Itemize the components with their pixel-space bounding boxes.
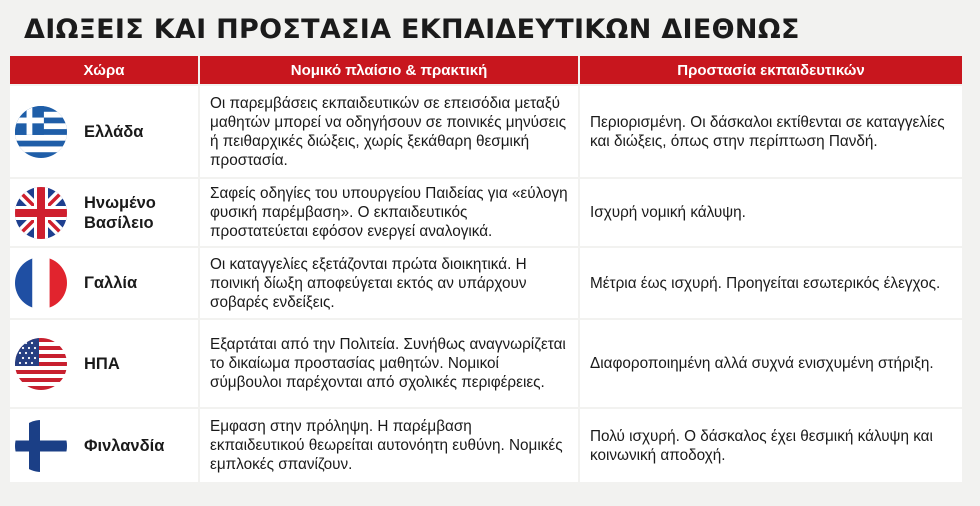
protection-cell: Περιορισμένη. Οι δάσκαλοι εκτίθενται σε καταγγελίες και διώξεις, όπως στην περίπτωση Πανδή. (580, 86, 962, 177)
united-kingdom-flag-icon (15, 187, 67, 239)
country-cell (10, 179, 198, 246)
header-legal-framework: Νομικό πλαίσιο & πρακτική (200, 56, 578, 84)
legal-cell: Οι παρεμβάσεις εκπαιδευτικών σε επεισόδια μεταξύ μαθητών μπορεί να οδηγήσουν σε ποινικές μηνύσεις ή πειθαρχικές διώξεις, χωρίς ξεκάθαρη θεσμική προστασία. (200, 86, 578, 177)
table-row (10, 409, 962, 482)
legal-cell: Σαφείς οδηγίες του υπουργείου Παιδείας για «εύλογη φυσική παρέμβαση». Ο εκπαιδευτικός προστατεύεται εφόσον ενεργεί αναλογικά. (200, 179, 578, 246)
page-title: ΔΙΩΞΕΙΣ ΚΑΙ ΠΡΟΣΤΑΣΙΑ ΕΚΠΑΙΔΕΥΤΙΚΩΝ ΔΙΕΘΝΩΣ (24, 14, 800, 45)
header-teacher-protection: Προστασία εκπαιδευτικών (580, 56, 962, 84)
protection-cell: Μέτρια έως ισχυρή. Προηγείται εσωτερικός έλεγχος. (580, 248, 962, 318)
header-country: Χώρα (10, 56, 198, 84)
protection-cell: Ισχυρή νομική κάλυψη. (580, 179, 962, 246)
country-cell (10, 320, 198, 407)
country-name: Ελλάδα (84, 123, 144, 141)
legal-cell: Εμφαση στην πρόληψη. Η παρέμβαση εκπαιδευτικού θεωρείται αυτονόητη ευθύνη. Νομικές εμπλοκές σπανίζουν. (200, 409, 578, 482)
country-name: Ηνωμένο Βασίλειο (84, 194, 156, 232)
table-row (10, 86, 962, 177)
usa-flag-icon (15, 338, 67, 390)
legal-cell: Οι καταγγελίες εξετάζονται πρώτα διοικητικά. Η ποινική δίωξη αποφεύγεται εκτός αν υπάρχουν σοβαρές ενδείξεις. (200, 248, 578, 318)
country-cell (10, 86, 198, 177)
table-row (10, 320, 962, 407)
protection-cell: Διαφοροποιημένη αλλά συχνά ενισχυμένη στήριξη. (580, 320, 962, 407)
comparison-table (10, 56, 962, 482)
greece-flag-icon (15, 106, 67, 158)
table-row (10, 248, 962, 318)
country-name: Γαλλία (84, 274, 138, 292)
protection-cell: Πολύ ισχυρή. Ο δάσκαλος έχει θεσμική κάλυψη και κοινωνική αποδοχή. (580, 409, 962, 482)
finland-flag-icon (15, 420, 67, 472)
country-cell (10, 248, 198, 318)
country-cell (10, 409, 198, 482)
country-name: ΗΠΑ (84, 355, 120, 373)
france-flag-icon (15, 257, 67, 309)
legal-cell: Εξαρτάται από την Πολιτεία. Συνήθως αναγνωρίζεται το δικαίωμα προστασίας μαθητών. Νομικοί σύμβουλοι παρέχονται από σχολικές περιφέρειες. (200, 320, 578, 407)
table-row (10, 179, 962, 246)
country-name: Φινλανδία (84, 437, 165, 455)
